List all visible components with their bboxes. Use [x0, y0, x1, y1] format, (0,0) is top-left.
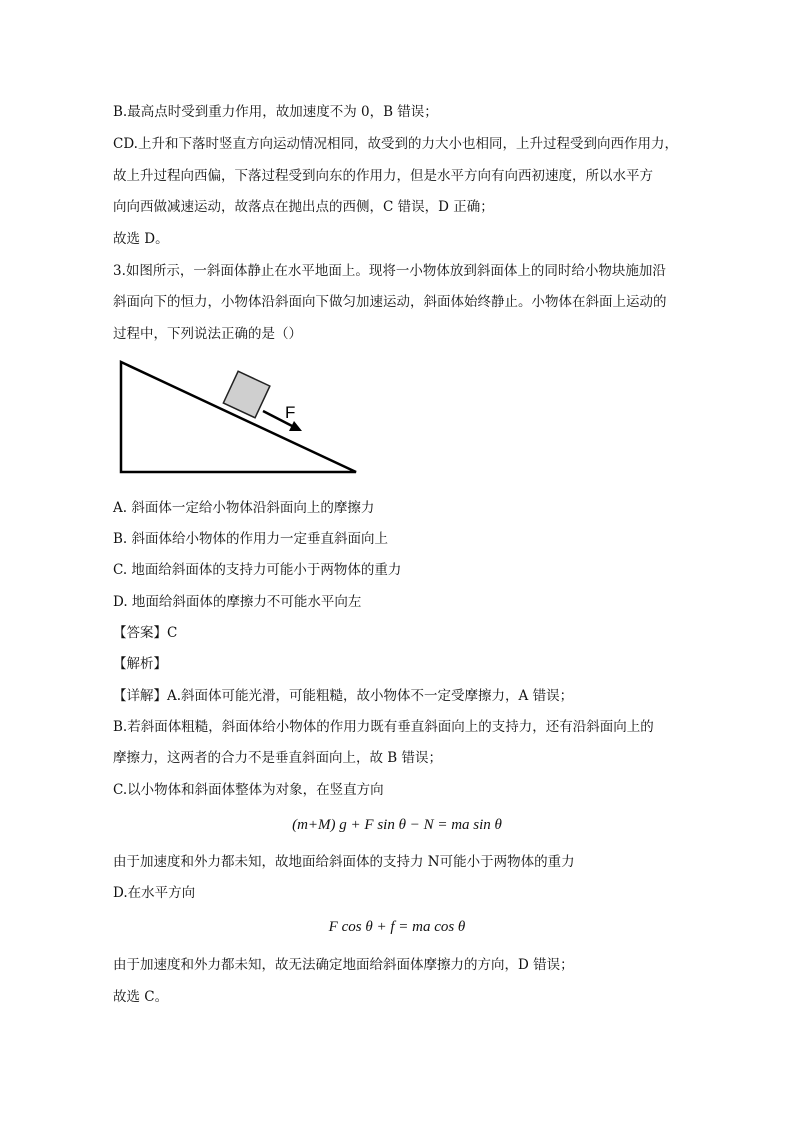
- detail-text: 由于加速度和外力都未知，故地面给斜面体的支持力 N可能小于两物体的重力: [113, 854, 575, 870]
- detail-text: B.若斜面体粗糙，斜面体给小物体的作用力既有垂直斜面向上的支持力，还有沿斜面向上的: [113, 719, 654, 735]
- question-text: 3.如图所示，一斜面体静止在水平地面上。现将一小物体放到斜面体上的同时给小物块施加沿: [113, 263, 666, 279]
- detail-text: 摩擦力，这两者的合力不是垂直斜面向上，故 B 错误；: [113, 750, 443, 766]
- equation-1: (m+M) g + F sin θ − N = ma sin θ: [292, 817, 502, 833]
- option-d: D. 地面给斜面体的摩擦力不可能水平向左: [113, 594, 362, 610]
- detail-text: C.以小物体和斜面体整体为对象，在竖直方向: [113, 782, 384, 798]
- block: [223, 371, 270, 418]
- equation-2: F cos θ + f = ma cos θ: [328, 919, 466, 935]
- detail-text: 由于加速度和外力都未知，故无法确定地面给斜面体摩擦力的方向，D 错误；: [113, 957, 574, 973]
- text-line: 故上升过程向西偏，下落过程受到向东的作用力，但是水平方向有向西初速度，所以水平方: [113, 168, 653, 184]
- force-label: F: [285, 403, 296, 422]
- detail-text: D.在水平方向: [113, 885, 196, 901]
- text-line: 故选 D。: [113, 231, 169, 247]
- detail-text: 故选 C。: [113, 989, 169, 1005]
- answer-label: 【答案】C: [113, 625, 178, 641]
- incline-figure: [113, 352, 363, 477]
- option-a: A. 斜面体一定给小物体沿斜面向上的摩擦力: [113, 500, 375, 516]
- text-line: CD.上升和下落时竖直方向运动情况相同，故受到的力大小也相同，上升过程受到向西作用力，: [113, 136, 678, 152]
- option-c: C. 地面给斜面体的支持力可能小于两物体的重力: [113, 562, 402, 578]
- analysis-label: 【解析】: [113, 656, 167, 672]
- detail-text: 【详解】A.斜面体可能光滑，可能粗糙，故小物体不一定受摩擦力，A 错误；: [113, 688, 574, 704]
- text-line: 向向西做减速运动，故落点在抛出点的西侧，C 错误，D 正确；: [113, 199, 494, 215]
- question-text: 过程中，下列说法正确的是（）: [113, 326, 302, 342]
- option-b: B. 斜面体给小物体的作用力一定垂直斜面向上: [113, 531, 389, 547]
- question-text: 斜面向下的恒力，小物体沿斜面向下做匀加速运动，斜面体始终静止。小物体在斜面上运动的: [113, 294, 667, 310]
- text-line: B.最高点时受到重力作用，故加速度不为 0，B 错误；: [113, 104, 438, 120]
